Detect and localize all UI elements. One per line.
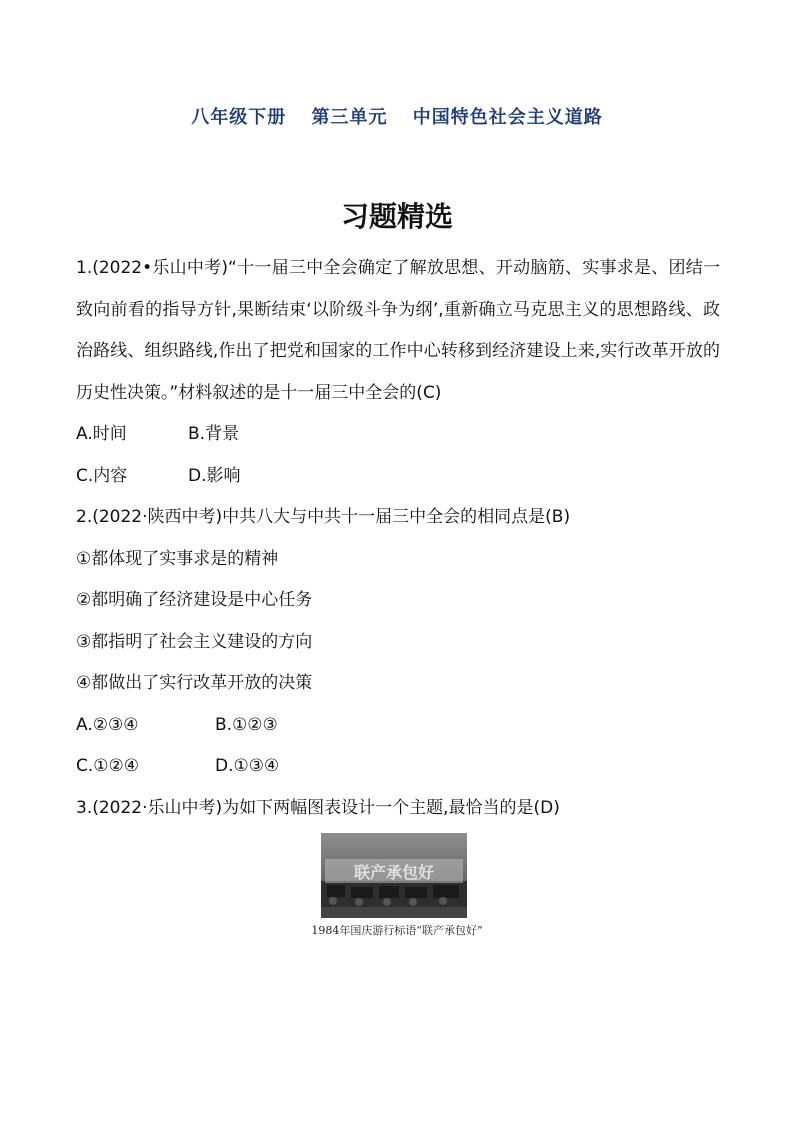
question-1-options-row-2 (76, 456, 720, 498)
question-2-options-row-1 (76, 705, 720, 747)
option-a[interactable]: A.②③④ (76, 714, 139, 735)
option-c[interactable]: C.①②④ (76, 756, 139, 776)
header-unit: 第三单元 (311, 107, 388, 128)
photo-caption: 1984年国庆游行标语“联产承包好” (311, 924, 483, 937)
parade-photo (321, 833, 467, 918)
question-1-options-row-1 (76, 414, 720, 456)
questions-section (76, 248, 720, 829)
question-2-statement-4: ④都做出了实行改革开放的决策 (76, 673, 313, 693)
banner-text: 联产承包好 (353, 863, 435, 882)
question-2-stem: 2.(2022·陕西中考)中共八大与中共十一届三中全会的相同点是(B) (76, 507, 571, 527)
parade-photo-image (321, 833, 467, 918)
option-d[interactable]: D.①③④ (215, 756, 280, 776)
question-3-stem: 3.(2022·乐山中考)为如下两幅图表设计一个主题,最恰当的是(D) (76, 797, 560, 818)
question-2-statement-1: ①都体现了实事求是的精神 (76, 548, 279, 569)
page-header (0, 103, 794, 129)
question-2-statement-2: ②都明确了经济建设是中心任务 (76, 590, 313, 610)
page-title: 习题精选 (340, 200, 453, 233)
header-topic: 中国特色社会主义道路 (412, 107, 603, 128)
option-a[interactable]: A.时间 (76, 424, 127, 444)
question-2-options-row-2 (76, 746, 720, 788)
question-2-statement-3: ③都指明了社会主义建设的方向 (76, 631, 313, 652)
option-b[interactable]: B.背景 (188, 424, 240, 444)
option-c[interactable]: C.内容 (76, 465, 128, 486)
question-1-stem: 1.(2022•乐山中考)“十一届三中全会确定了解放思想、开动脑筋、实事求是、团结一致向前看的指导方针,果断结束‘以阶级斗争为纲’,重新确立马克思主义的思想路线、政治路线、组织路线,作出了把党和国家的工作中心转移到经济建设上来,实行改革开放的历史性决策。”材料叙述的是十一届三中全会的(C) (76, 258, 720, 403)
option-b[interactable]: B.①②③ (215, 714, 278, 735)
header-grade: 八年级下册 (191, 107, 287, 128)
option-d[interactable]: D.影响 (188, 465, 241, 486)
